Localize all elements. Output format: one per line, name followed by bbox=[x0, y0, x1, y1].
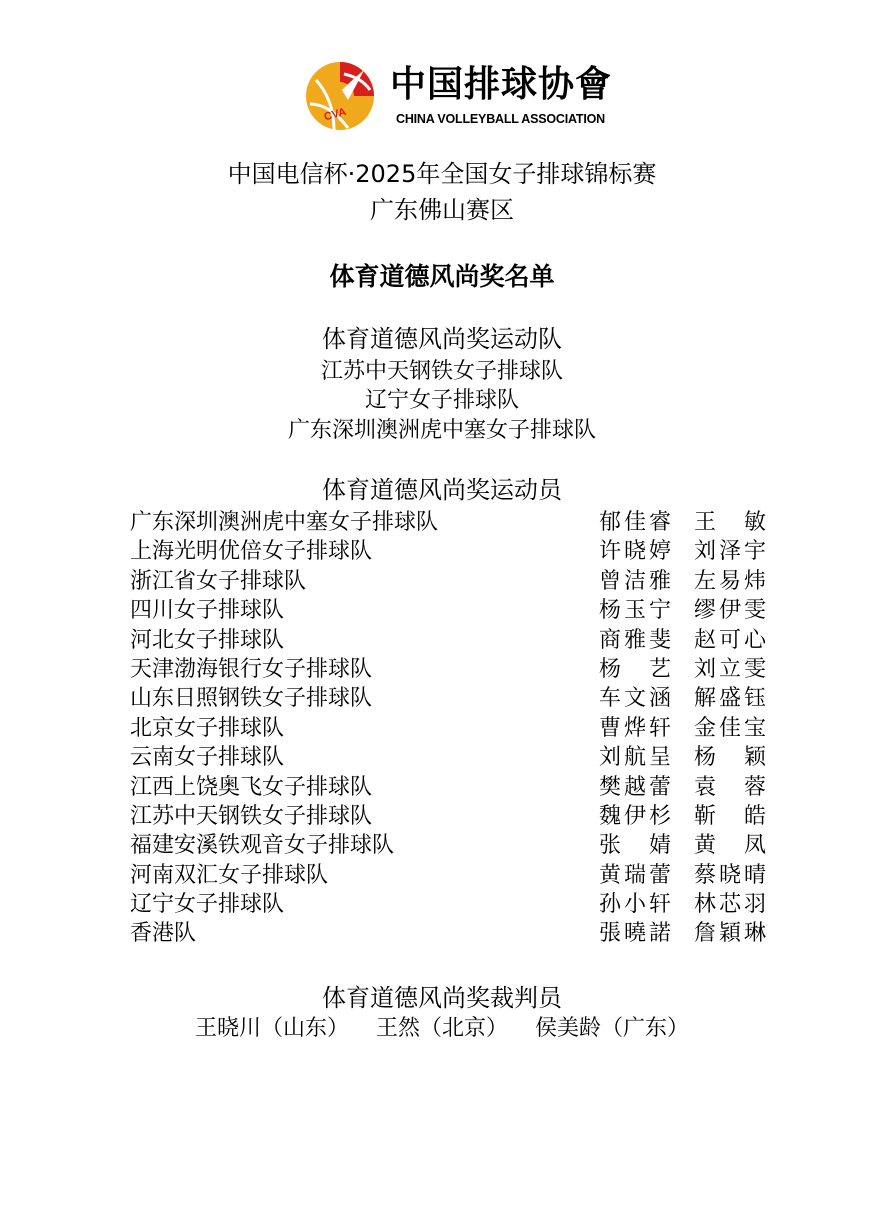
team-name: 浙江省女子排球队 bbox=[130, 568, 307, 594]
referee-name: 侯美龄（广东） bbox=[535, 1016, 690, 1041]
team-name: 山东日照钢铁女子排球队 bbox=[130, 686, 373, 712]
athlete-name: 袁蓉 bbox=[694, 774, 766, 800]
athlete-name: 蔡晓晴 bbox=[694, 862, 766, 888]
referees-heading: 体育道德风尚奖裁判员 bbox=[322, 984, 562, 1012]
team-name: 北京女子排球队 bbox=[130, 715, 285, 741]
list-heading: 体育道德风尚奖名单 bbox=[329, 262, 555, 291]
referees-list bbox=[0, 1014, 884, 1044]
team-name: 河北女子排球队 bbox=[130, 627, 285, 653]
athlete-name: 黄瑞蕾 bbox=[599, 862, 671, 888]
team-name: 江苏中天钢铁女子排球队 bbox=[130, 803, 373, 829]
athlete-row bbox=[130, 508, 770, 537]
athlete-name: 商雅斐 bbox=[599, 627, 671, 653]
athlete-name: 金佳宝 bbox=[694, 715, 766, 741]
team-name: 香港队 bbox=[130, 921, 197, 947]
athlete-row bbox=[130, 626, 770, 655]
athlete-row bbox=[130, 802, 770, 831]
athlete-name: 樊越蕾 bbox=[599, 774, 671, 800]
event-venue: 广东佛山赛区 bbox=[370, 196, 514, 224]
athlete-name: 曾洁雅 bbox=[599, 568, 671, 594]
cva-logo bbox=[304, 58, 613, 134]
athlete-name: 曹烨轩 bbox=[599, 715, 671, 741]
athlete-name: 郁佳睿 bbox=[599, 510, 671, 535]
team-name: 天津渤海银行女子排球队 bbox=[130, 656, 373, 682]
athlete-name: 左易炜 bbox=[694, 568, 766, 594]
athlete-name: 林芯羽 bbox=[694, 892, 766, 918]
athlete-row bbox=[130, 890, 770, 919]
athlete-name: 杨玉宁 bbox=[599, 598, 671, 624]
athlete-name: 车文涵 bbox=[599, 686, 671, 712]
athlete-name: 刘泽宇 bbox=[694, 539, 766, 565]
athletes-heading: 体育道德风尚奖运动员 bbox=[322, 476, 562, 504]
referee-name: 王然（北京） bbox=[375, 1016, 508, 1041]
athlete-name: 張曉諾 bbox=[599, 921, 671, 947]
athlete-name: 赵可心 bbox=[694, 627, 766, 653]
athlete-name: 张婧 bbox=[599, 833, 671, 859]
association-name-en: CHINA VOLLEYBALL ASSOCIATION bbox=[396, 112, 605, 126]
athlete-row bbox=[130, 684, 770, 713]
athlete-name: 靳皓 bbox=[694, 803, 766, 829]
emblem-text: CVA bbox=[322, 105, 348, 124]
athlete-row bbox=[130, 655, 770, 684]
athlete-row bbox=[130, 714, 770, 743]
athlete-name: 刘立雯 bbox=[694, 656, 766, 682]
athletes-list bbox=[130, 508, 770, 949]
team-name: 福建安溪铁观音女子排球队 bbox=[130, 833, 395, 859]
athlete-row bbox=[130, 537, 770, 566]
athlete-name: 魏伊杉 bbox=[599, 803, 671, 829]
athlete-name: 孙小轩 bbox=[599, 892, 671, 918]
team-name: 辽宁女子排球队 bbox=[130, 892, 285, 918]
team-name: 上海光明优倍女子排球队 bbox=[130, 539, 373, 565]
referee-name: 王晓川（山东） bbox=[194, 1016, 349, 1041]
teams-heading: 体育道德风尚奖运动队 bbox=[322, 325, 562, 353]
athlete-row bbox=[130, 919, 770, 948]
athlete-name: 黄凤 bbox=[694, 833, 766, 859]
athlete-row bbox=[130, 773, 770, 802]
association-name-cn: 中国排球协會 bbox=[390, 63, 613, 105]
team-award-item: 江苏中天钢铁女子排球队 bbox=[320, 359, 563, 384]
athlete-name: 王敏 bbox=[694, 510, 766, 535]
athlete-row bbox=[130, 567, 770, 596]
athlete-name: 杨颖 bbox=[694, 745, 766, 771]
athlete-row bbox=[130, 831, 770, 860]
athlete-name: 缪伊雯 bbox=[694, 598, 766, 624]
team-name: 广东深圳澳洲虎中塞女子排球队 bbox=[130, 510, 439, 535]
athlete-name: 许晓婷 bbox=[599, 539, 671, 565]
athlete-name: 解盛钰 bbox=[694, 686, 766, 712]
volleyball-emblem-icon bbox=[304, 60, 376, 132]
athlete-name: 杨艺 bbox=[599, 656, 671, 682]
team-name: 云南女子排球队 bbox=[130, 745, 285, 771]
team-name: 四川女子排球队 bbox=[130, 598, 285, 624]
athlete-name: 刘航呈 bbox=[599, 745, 671, 771]
team-award-item: 广东深圳澳洲虎中塞女子排球队 bbox=[287, 418, 596, 443]
athlete-row bbox=[130, 861, 770, 890]
team-name: 江西上饶奥飞女子排球队 bbox=[130, 774, 373, 800]
athlete-name: 詹穎琳 bbox=[694, 921, 766, 947]
athlete-row bbox=[130, 596, 770, 625]
team-name: 河南双汇女子排球队 bbox=[130, 862, 329, 888]
athlete-row bbox=[130, 743, 770, 772]
event-title: 中国电信杯·2025年全国女子排球锦标赛 bbox=[227, 160, 657, 188]
team-award-item: 辽宁女子排球队 bbox=[364, 388, 519, 413]
